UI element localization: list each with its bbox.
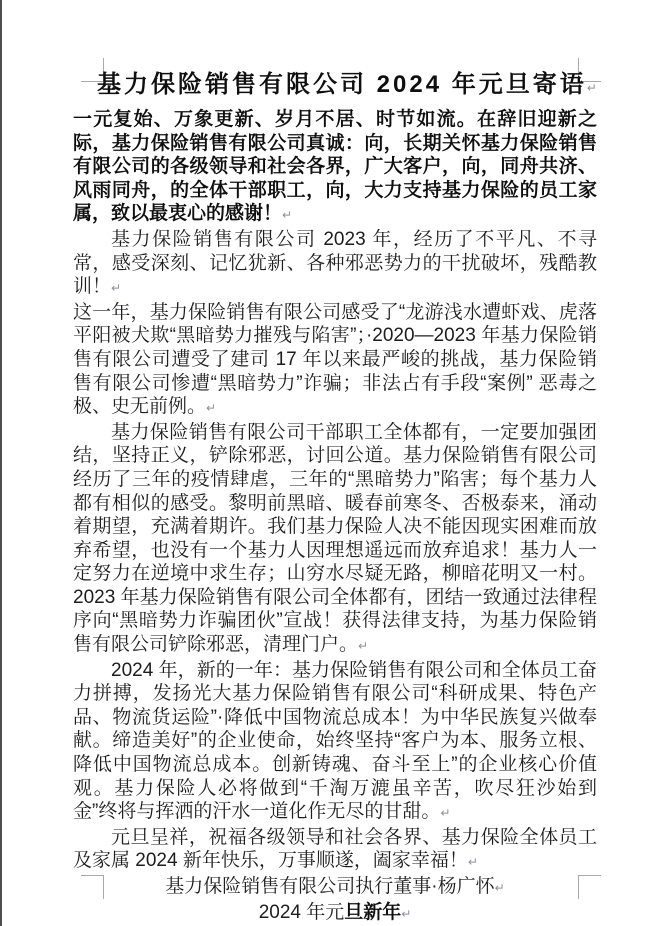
paragraph-mark-icon: ↵: [401, 906, 412, 921]
paragraph-greeting: [73, 108, 597, 228]
paragraph-mark-icon: ↵: [586, 81, 597, 95]
paragraph-staff-unity: [73, 421, 597, 659]
paragraph-mark-icon: ↵: [440, 806, 451, 821]
document-title: [97, 70, 597, 103]
paragraph-text: 基力保险销售有限公司 2023 年，经历了不平凡、不寻常，感受深刻、记忆犹新、各种邪恶势力的干扰破坏，残酷教训！: [73, 228, 597, 298]
paragraph-mark-icon: ↵: [282, 208, 293, 223]
paragraph-2023-review: [73, 228, 597, 301]
document-title-text: 基力保险销售有限公司 2024 年元旦寄语: [97, 71, 587, 98]
text-column: [73, 70, 597, 926]
paragraph-this-year: [73, 301, 597, 421]
window-edge-line: [0, 0, 2, 926]
date-line: [73, 901, 597, 926]
date-text-bold: 旦新年: [344, 901, 402, 923]
paragraph-blessing: [73, 826, 597, 875]
paragraph-text: 一元复始、万象更新、岁月不居、时节如流。在辞旧迎新之际，基力保险销售有限公司真诚：向，长期关怀基力保险销售有限公司的各级领导和社会各界，广大客户，向，同舟共济、风雨同舟，的全体干部职工，向，大力支持基力保险的员工家属，致以最衷心的感谢！: [73, 109, 597, 225]
paragraph-mark-icon: ↵: [358, 639, 369, 654]
signature-text: 基力保险销售有限公司执行董事·杨广怀: [165, 876, 495, 897]
paragraph-mark-icon: ↵: [467, 855, 478, 870]
paragraph-mark-icon: ↵: [494, 881, 505, 895]
paragraph-2024-outlook: [73, 659, 597, 826]
paragraph-text: 这一年，基力保险销售有限公司感受了“龙游浅水遭虾戏、虎落平阳被犬欺“黑暗势力摧残与陷害”；·2020—2023 年基力保险销售有限公司遭受了建司 17 年以来最严峻的挑战，基力保险销售有限公司惨遭“黑暗势力”诈骗；非法占有手段“案例” 恶毒之极、史无前例。: [73, 301, 597, 418]
paragraph-mark-icon: ↵: [111, 281, 122, 296]
signature-line: [73, 875, 597, 901]
date-text-regular: 2024 年元: [258, 901, 345, 923]
paragraph-text: 元旦呈祥，祝福各级领导和社会各界、基力保险全体员工及家属 2024 新年快乐，万事顺遂，阖家幸福！: [73, 826, 597, 872]
paragraph-mark-icon: ↵: [206, 401, 217, 416]
paragraph-text: 基力保险销售有限公司干部职工全体都有，一定要加强团结，坚持正义，铲除邪恶，讨回公道。基力保险销售有限公司经历了三年的疫情肆虐，三年的“黑暗势力”陷害；每个基力人都有相似的感受。黎明前黑暗、暖春前寒冬、否极泰来，涌动着期望，充满着期许。我们基力保险人决不能因现实困难而放弃希望，也没有一个基力人因理想遥远而放弃追求！基力人一定努力在逆境中求生存；山穷水尽疑无路，柳暗花明又一村。2023 年基力保险销售有限公司全体都有，团结一致通过法律程序向“黑暗势力诈骗团伙”宣战！获得法律支持，为基力保险销售有限公司铲除邪恶，清理门户。: [73, 421, 597, 656]
paragraph-text: 2024 年，新的一年：基力保险销售有限公司和全体员工奋力拼搏，发扬光大基力保险销售有限公司“科研成果、特色产品、物流货运险”·降低中国物流总成本！为中华民族复兴做奉献。缔造美好”的企业使命，始终坚持“客户为本、服务立根、降低中国物流总成本。创新铸魂、奋斗至上”的企业核心价值观。基力保险人必将做到“千淘万漉虽辛苦，吹尽狂沙始到金”终将与挥洒的汗水一道化作无尽的甘甜。: [73, 659, 597, 823]
